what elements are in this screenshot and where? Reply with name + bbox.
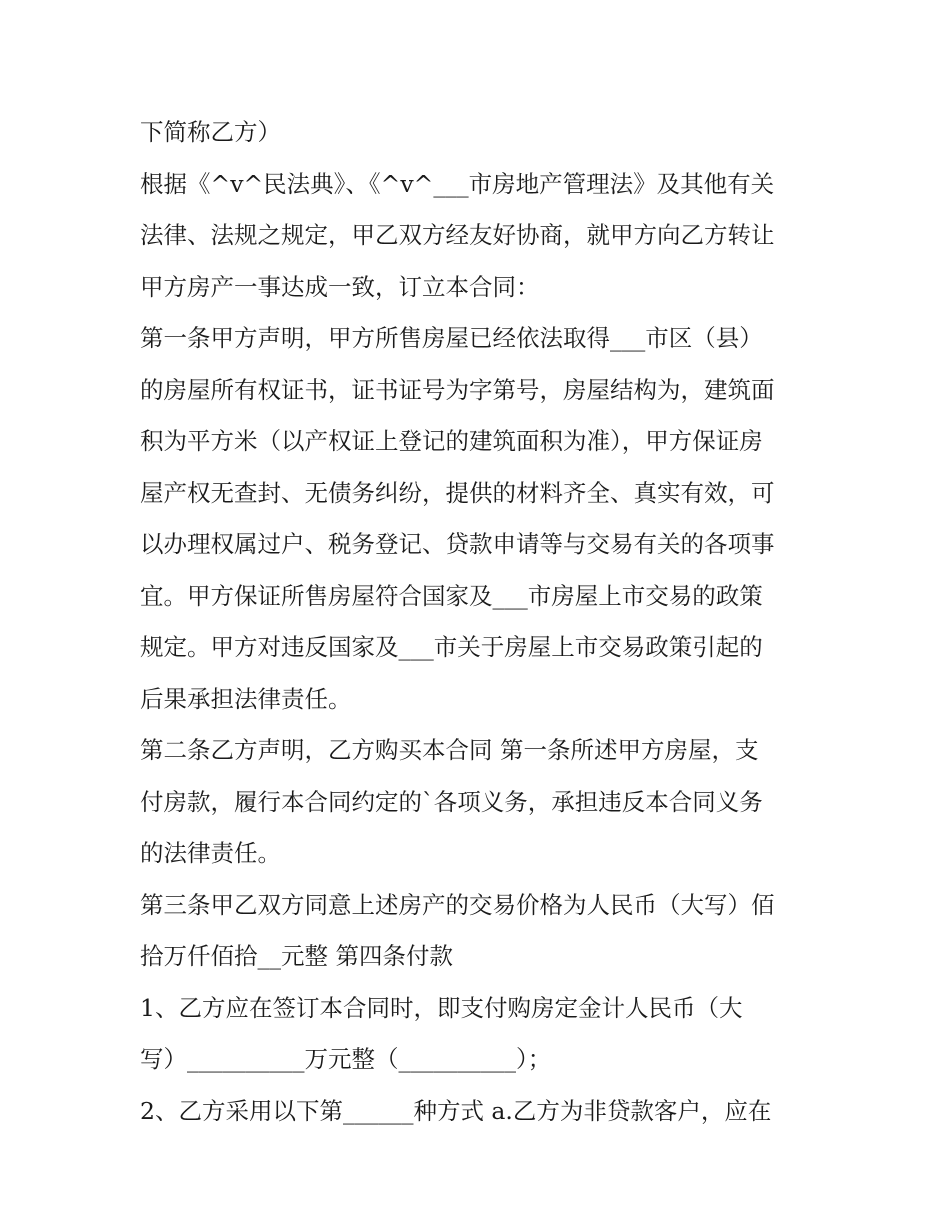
- text-line: 1、乙方应在签订本合同时，即支付购房定金计人民币（大: [140, 993, 743, 1022]
- text-line: 宜。甲方保证所售房屋符合国家及___市房屋上市交易的政策: [140, 581, 763, 610]
- contract-text: [140, 107, 820, 1137]
- text-line: 的房屋所有权证书，证书证号为字第号，房屋结构为，建筑面: [140, 375, 775, 404]
- text-line: 2、乙方采用以下第______种方式 a.乙方为非贷款客户，应在: [140, 1096, 772, 1125]
- text-line: 第三条甲乙双方同意上述房产的交易价格为人民币（大写）佰: [140, 890, 775, 919]
- text-line: 以办理权属过户、税务登记、贷款申请等与交易有关的各项事: [140, 530, 775, 558]
- text-line: 规定。甲方对违反国家及___市关于房屋上市交易政策引起的: [140, 633, 763, 661]
- text-line: 根据《^v^民法典》、《^v^___市房地产管理法》及其他有关: [140, 169, 775, 198]
- text-line: 第一条甲方声明，甲方所售房屋已经依法取得___市区（县）: [140, 324, 763, 352]
- text-line: 的法律责任。: [140, 839, 281, 867]
- text-line: 拾万仟佰拾__元整 第四条付款: [140, 942, 453, 970]
- text-line: 写）__________万元整（__________）；: [140, 1045, 552, 1073]
- text-line: 后果承担法律责任。: [140, 684, 352, 713]
- text-line: 甲方房产一事达成一致，订立本合同：: [140, 272, 540, 301]
- text-line: 第二条乙方声明，乙方购买本合同 第一条所述甲方房屋，支: [140, 736, 759, 764]
- text-line: 法律、法规之规定，甲乙双方经友好协商，就甲方向乙方转让: [140, 221, 775, 249]
- text-line: 下简称乙方）: [140, 118, 281, 146]
- text-line: 积为平方米（以产权证上登记的建筑面积为准），甲方保证房: [140, 427, 763, 455]
- text-line: 付房款，履行本合同约定的`各项义务，承担违反本合同义务: [140, 787, 763, 816]
- text-line: 屋产权无查封、无债务纠纷，提供的材料齐全、真实有效，可: [140, 478, 775, 507]
